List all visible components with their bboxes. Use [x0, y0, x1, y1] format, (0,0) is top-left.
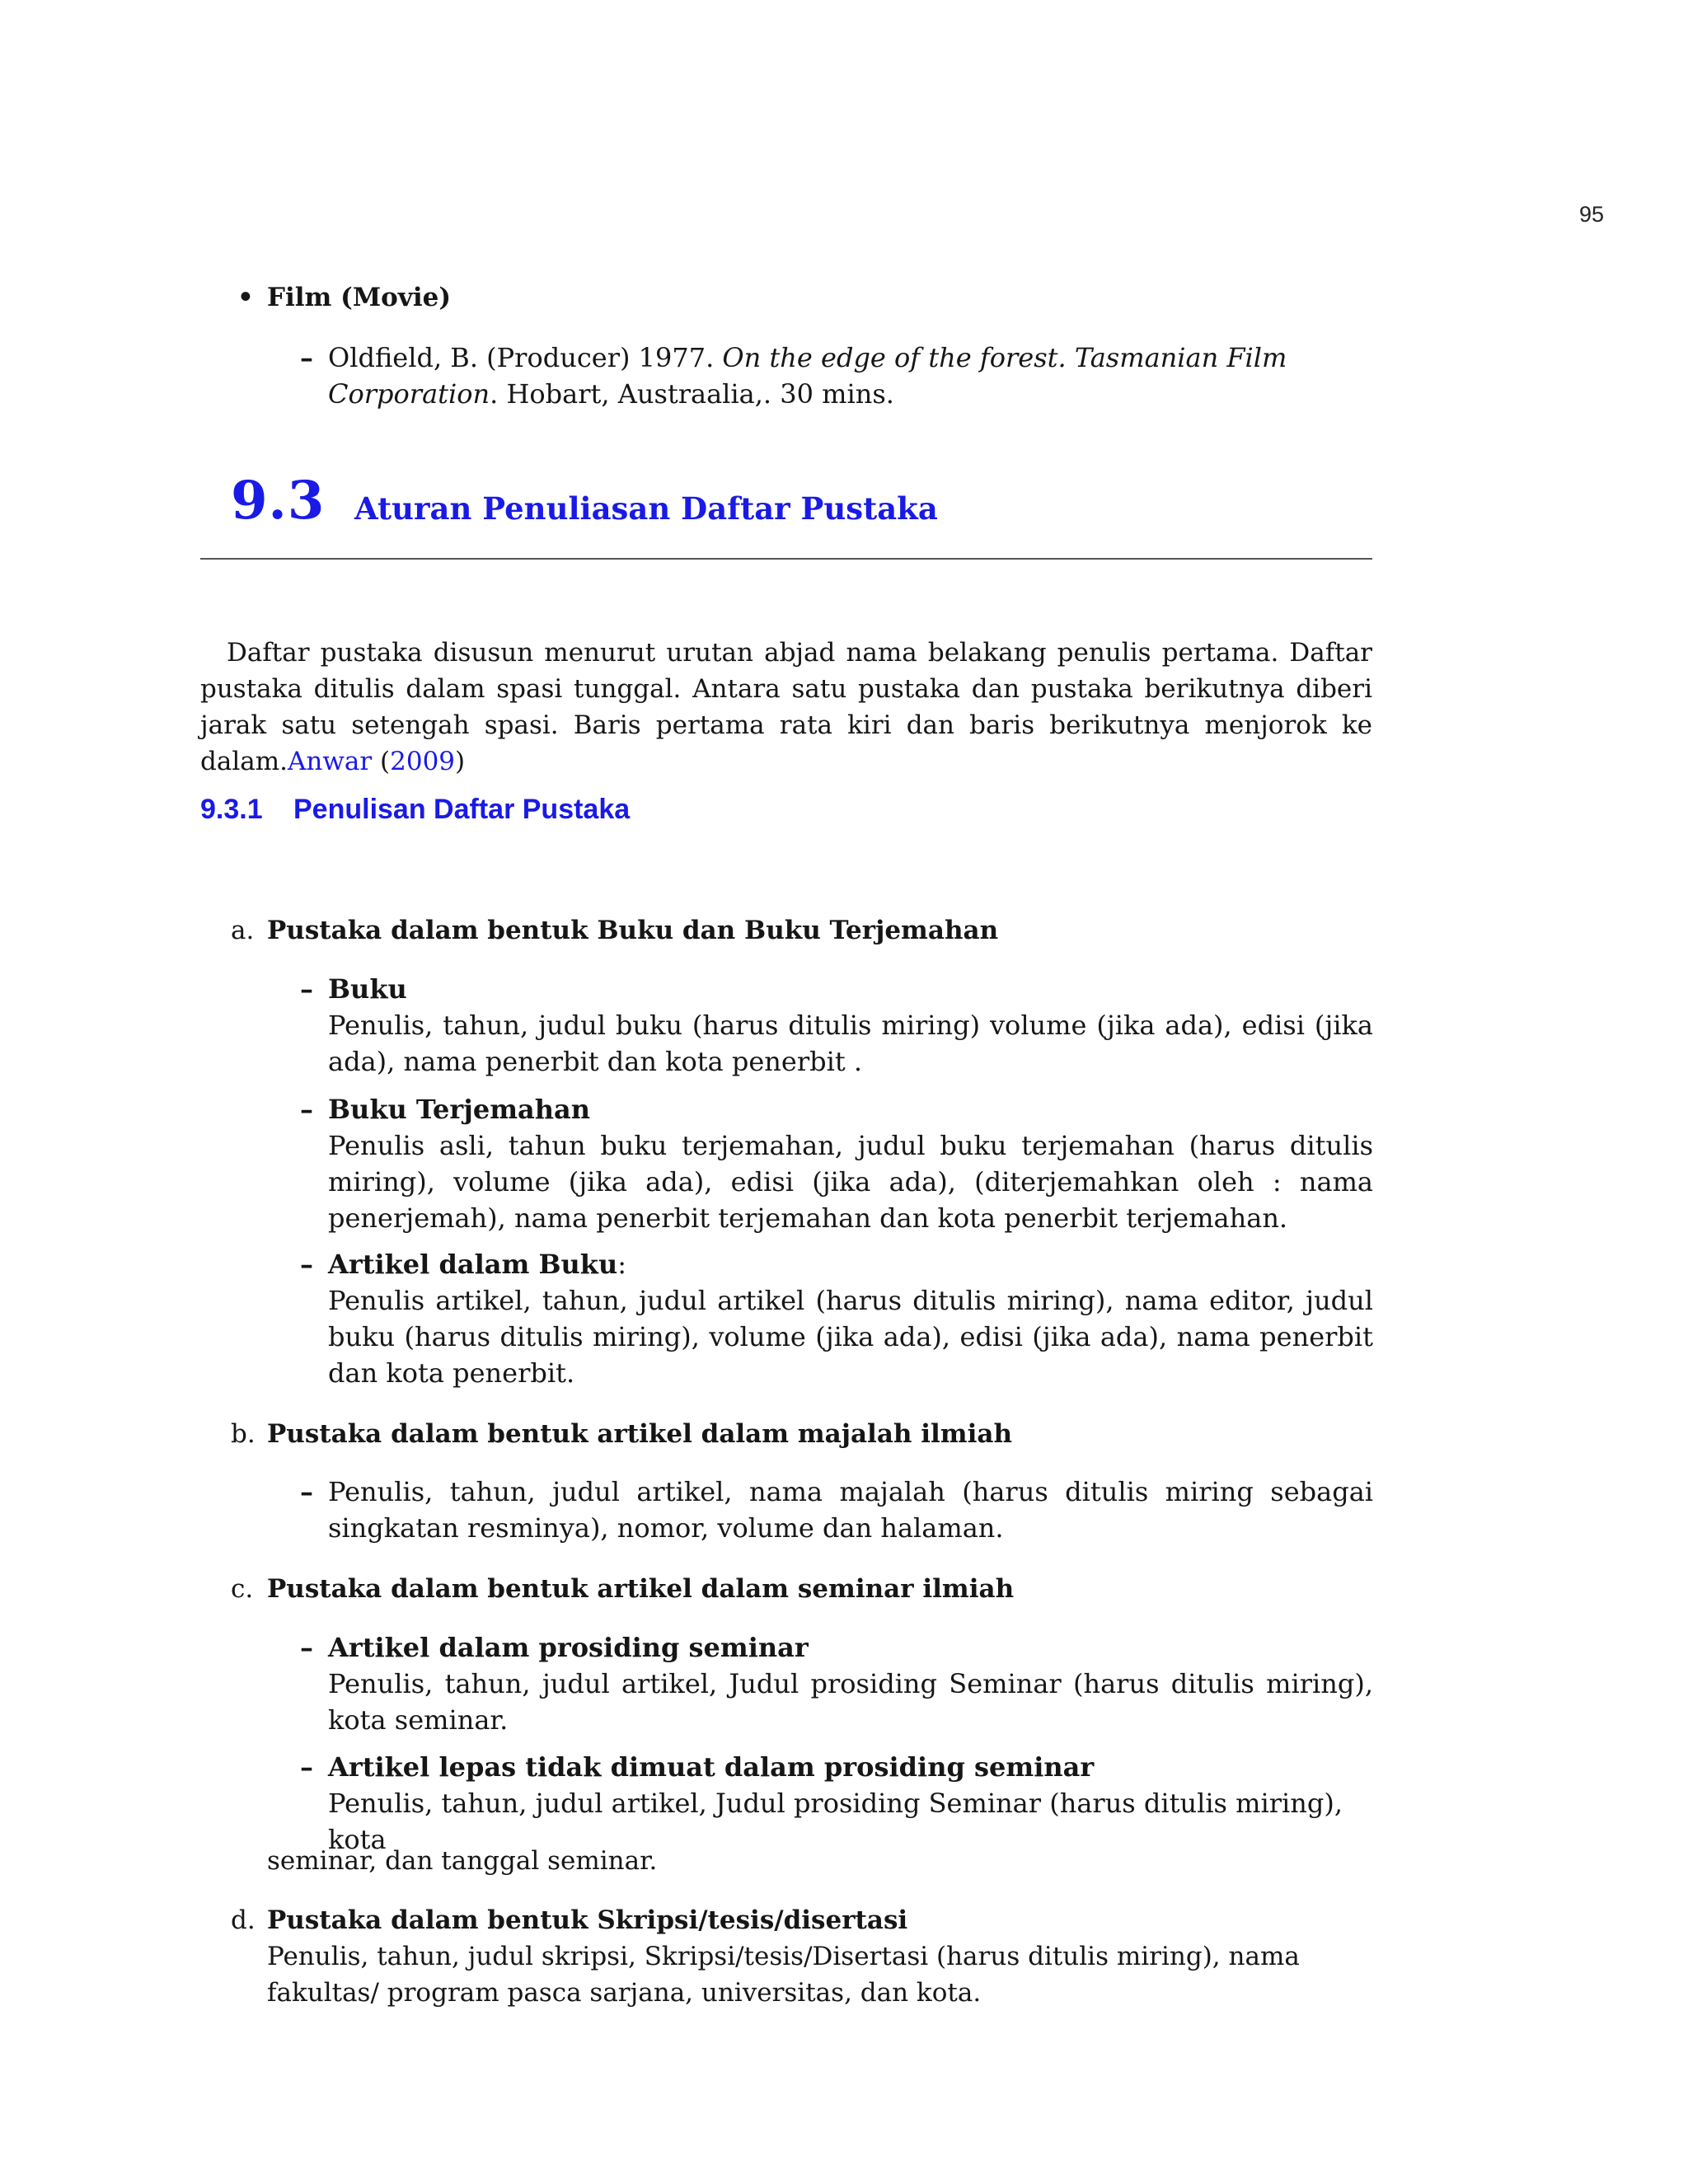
- enum-marker-b: b.: [231, 1419, 256, 1449]
- citation-year-link[interactable]: 2009: [390, 747, 456, 776]
- buku-entry: – Buku Penulis, tahun, judul buku (harus ditulis miring) volume (jika ada), edisi (jika ada), nama penerbit dan kota penerbit .: [300, 971, 1373, 1080]
- enum-title-d: Pustaka dalam bentuk Skripsi/tesis/disertasi: [267, 1905, 908, 1935]
- film-entry: [300, 340, 1373, 412]
- subsection-number: 9.3.1: [200, 794, 263, 825]
- artikel-dalam-buku-heading: Artikel dalam Buku: [328, 1249, 618, 1280]
- film-entry-suffix: . Hobart, Austraalia,. 30 mins.: [490, 378, 894, 410]
- artikel-colon: :: [617, 1249, 626, 1280]
- buku-text: Penulis, tahun, judul buku (harus ditulis miring) volume (jika ada), edisi (jika ada), nama penerbit dan kota penerbit .: [328, 1010, 1373, 1077]
- subsection-title: Penulisan Daftar Pustaka: [293, 794, 631, 825]
- bullet-marker: •: [237, 283, 254, 312]
- enum-marker-c: c.: [231, 1574, 254, 1604]
- artikel-lepas-entry: – Artikel lepas tidak dimuat dalam prosiding seminar Penulis, tahun, judul artikel, Judul prosiding Seminar (harus ditulis miring), kota: [300, 1749, 1373, 1858]
- artikel-dalam-buku-entry: – Artikel dalam Buku: Penulis artikel, tahun, judul artikel (harus ditulis miring), nama editor, judul buku (harus ditulis miring), volume (jika ada), edisi (jika ada), nama penerbit dan kota penerbit.: [300, 1246, 1373, 1391]
- prosiding-heading: Artikel dalam prosiding seminar: [328, 1632, 809, 1663]
- film-entry-prefix: Oldfield, B. (Producer) 1977.: [328, 342, 723, 373]
- page-number: 95: [1579, 202, 1605, 227]
- section-number: 9.3: [231, 470, 326, 532]
- section-rule: [200, 558, 1372, 560]
- prosiding-text: Penulis, tahun, judul artikel, Judul prosiding Seminar (harus ditulis miring), kota seminar.: [328, 1668, 1373, 1736]
- buku-terjemahan-entry: – Buku Terjemahan Penulis asli, tahun buku terjemahan, judul buku terjemahan (harus ditulis miring), volume (jika ada), edisi (jika ada), (diterjemahkan oleh : nama penerjemah), nama penerbit terjemahan dan kota penerbit terjemahan.: [300, 1091, 1373, 1236]
- buku-heading: Buku: [328, 973, 407, 1005]
- subsection-heading: [200, 794, 630, 826]
- film-entry-title: On the edge of the forest. Tasmanian Film Corporation: [328, 342, 1287, 410]
- enum-item-d: [231, 1902, 1373, 2011]
- majalah-entry: – Penulis, tahun, judul artikel, nama majalah (harus ditulis miring sebagai singkatan resminya), nomor, volume dan halaman.: [300, 1474, 1373, 1546]
- enum-item-c: [231, 1571, 1373, 1607]
- prosiding-entry: – Artikel dalam prosiding seminar Penulis, tahun, judul artikel, Judul prosiding Seminar (harus ditulis miring), kota seminar.: [300, 1629, 1373, 1738]
- intro-paragraph: [200, 635, 1372, 780]
- intro-text: Daftar pustaka disusun menurut urutan abjad nama belakang penulis pertama. Daftar pustaka ditulis dalam spasi tunggal. Antara satu pustaka dan pustaka berikutnya diberi jarak satu setengah spasi. Baris pertama rata kiri dan baris berikutnya menjorok ke dalam.: [200, 638, 1372, 776]
- majalah-text: Penulis, tahun, judul artikel, nama majalah (harus ditulis miring sebagai singkatan resminya), nomor, volume dan halaman.: [328, 1476, 1373, 1544]
- artikel-lepas-continuation: seminar, dan tanggal seminar.: [267, 1846, 658, 1876]
- artikel-dalam-buku-text: Penulis artikel, tahun, judul artikel (harus ditulis miring), nama editor, judul buku (harus ditulis miring), volume (jika ada), edisi (jika ada), nama penerbit dan kota penerbit.: [328, 1285, 1373, 1389]
- skripsi-text: Penulis, tahun, judul skripsi, Skripsi/tesis/Disertasi (harus ditulis miring), nama fakultas/ program pasca sarjana, universitas, dan kota.: [267, 1942, 1300, 2008]
- citation-author-link[interactable]: Anwar: [287, 747, 373, 776]
- enum-title-a: Pustaka dalam bentuk Buku dan Buku Terjemahan: [267, 916, 999, 945]
- buku-terjemahan-text: Penulis asli, tahun buku terjemahan, judul buku terjemahan (harus ditulis miring), volume (jika ada), edisi (jika ada), (diterjemahkan oleh : nama penerjemah), nama penerbit terjemahan dan kota penerbit terjemahan.: [328, 1130, 1373, 1234]
- enum-item-b: [231, 1416, 1373, 1452]
- section-title: Aturan Penuliasan Daftar Pustaka: [354, 490, 938, 527]
- enum-item-a: [231, 912, 1373, 949]
- enum-title-c: Pustaka dalam bentuk artikel dalam seminar ilmiah: [267, 1574, 1015, 1604]
- dash-marker: –: [300, 342, 313, 373]
- buku-terjemahan-heading: Buku Terjemahan: [328, 1094, 591, 1125]
- film-heading: Film (Movie): [267, 283, 451, 312]
- enum-title-b: Pustaka dalam bentuk artikel dalam majalah ilmiah: [267, 1419, 1012, 1449]
- artikel-lepas-heading: Artikel lepas tidak dimuat dalam prosiding seminar: [328, 1751, 1095, 1783]
- artikel-lepas-text: Penulis, tahun, judul artikel, Judul prosiding Seminar (harus ditulis miring), kota: [328, 1788, 1343, 1855]
- film-bullet-item: [237, 283, 451, 312]
- citation-close: ): [455, 747, 466, 776]
- enum-marker-a: a.: [231, 916, 255, 945]
- citation-open: (: [372, 747, 391, 776]
- enum-marker-d: d.: [231, 1905, 256, 1935]
